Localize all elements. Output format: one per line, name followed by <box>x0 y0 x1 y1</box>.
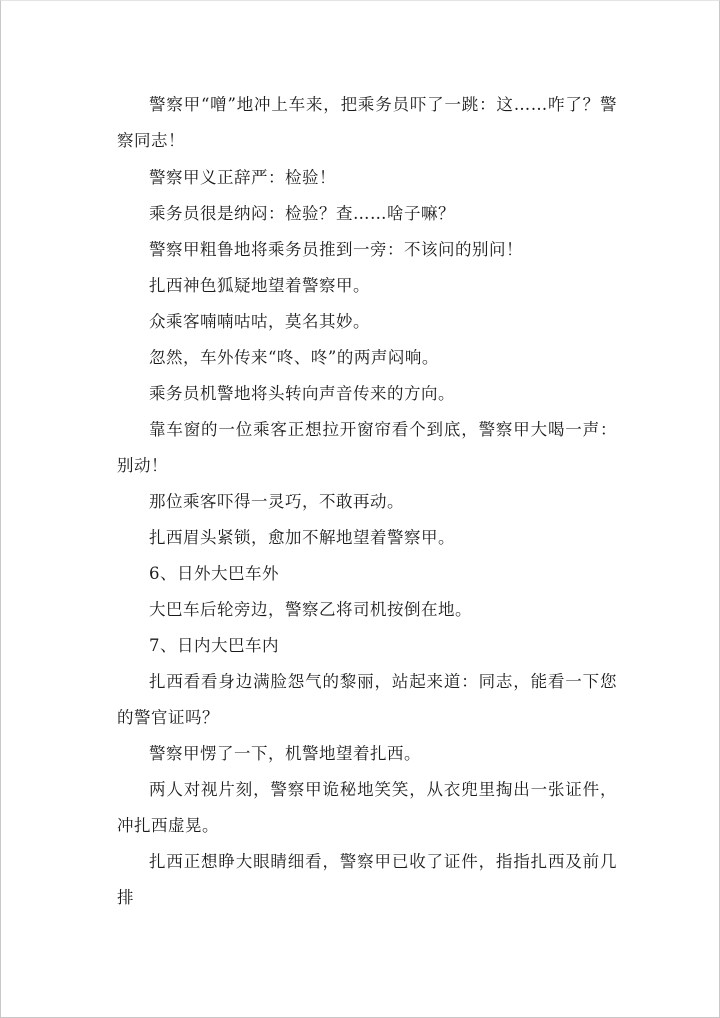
paragraph: 靠车窗的一位乘客正想拉开窗帘看个到底，警察甲大喝一声：别动！ <box>117 420 617 475</box>
paragraph: 扎西眉头紧锁，愈加不解地望着警察甲。 <box>149 528 455 547</box>
paragraph: 扎西看看身边满脸怨气的黎丽，站起来道：同志，能看一下您的警官证吗？ <box>117 672 617 727</box>
paragraph: 乘务员很是纳闷：检验？查……啥子嘛？ <box>149 204 455 223</box>
document-body <box>117 87 617 916</box>
paragraph: 警察甲粗鲁地将乘务员推到一旁：不该问的别问！ <box>149 240 523 259</box>
paragraph: 两人对视片刻，警察甲诡秘地笑笑，从衣兜里掏出一张证件，冲扎西虚晃。 <box>117 780 617 835</box>
paragraph: 警察甲愣了一下，机警地望着扎西。 <box>149 744 421 763</box>
scene-heading: 7、日内大巴车内 <box>149 636 279 655</box>
paragraph: 警察甲“噌”地冲上车来，把乘务员吓了一跳：这……咋了？警察同志！ <box>117 95 617 150</box>
paragraph: 警察甲义正辞严：检验！ <box>149 168 336 187</box>
paragraph: 忽然，车外传来“咚、咚”的两声闷响。 <box>149 348 439 367</box>
paragraph: 扎西神色狐疑地望着警察甲。 <box>149 276 370 295</box>
scene-heading: 6、日外大巴车外 <box>149 564 279 583</box>
paragraph: 扎西正想睁大眼睛细看，警察甲已收了证件，指指扎西及前几排 <box>117 852 617 907</box>
paragraph: 那位乘客吓得一灵巧，不敢再动。 <box>149 492 404 511</box>
paragraph: 众乘客喃喃咕咕，莫名其妙。 <box>149 312 370 331</box>
paragraph: 大巴车后轮旁边，警察乙将司机按倒在地。 <box>149 600 472 619</box>
paragraph: 乘务员机警地将头转向声音传来的方向。 <box>149 384 455 403</box>
